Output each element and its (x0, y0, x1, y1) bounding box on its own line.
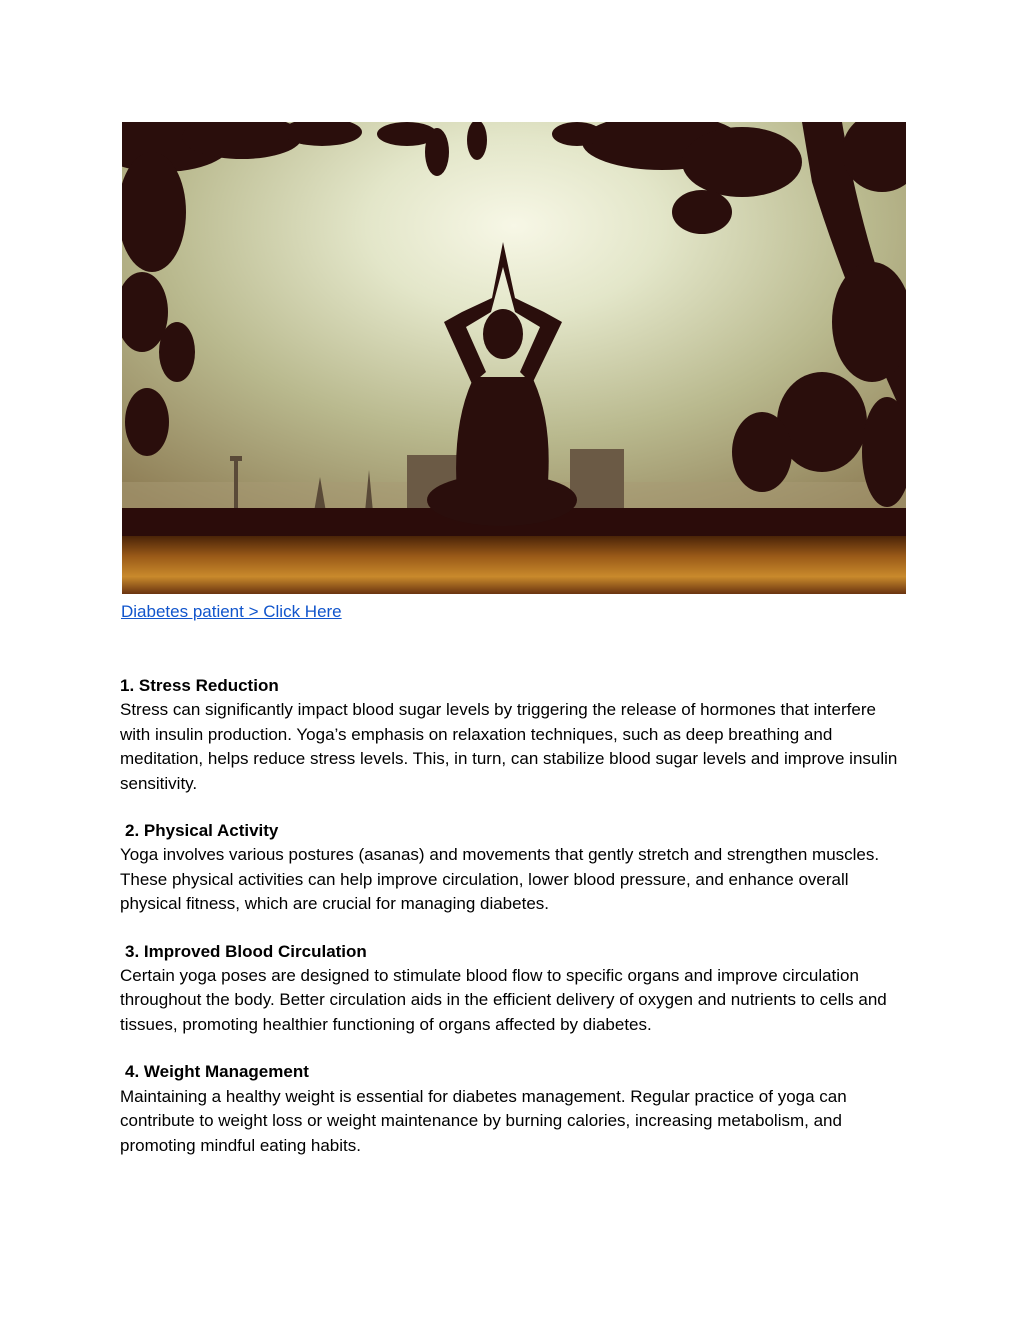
section-heading: 2. Physical Activity (125, 821, 279, 841)
section-weight-management (120, 1060, 910, 1158)
section-heading: 4. Weight Management (125, 1062, 309, 1082)
diabetes-patient-link[interactable]: Diabetes patient > Click Here (121, 602, 342, 621)
section-physical-activity (120, 819, 910, 917)
section-body: Stress can significantly impact blood sugar levels by triggering the release of hormones that interfere with insulin production. Yoga’s emphasis on relaxation techniques, such as deep breathing and meditation, helps reduce stress levels. This, in turn, can stabilize blood sugar levels and improve insulin sensitivity. (120, 700, 898, 793)
article-content (120, 674, 910, 1181)
section-stress-reduction (120, 674, 910, 796)
section-body: Maintaining a healthy weight is essential for diabetes management. Regular practice of yoga can contribute to weight loss or weight maintenance by burning calories, increasing metabolism, and promoting mindful eating habits. (120, 1086, 847, 1155)
section-body: Yoga involves various postures (asanas) and movements that gently stretch and strengthen muscles. These physical activities can help improve circulation, lower blood pressure, and enhance overall physical fitness, which are crucial for managing diabetes. (120, 845, 880, 914)
section-improved-blood-circulation (120, 940, 910, 1038)
section-heading: 1. Stress Reduction (120, 676, 279, 695)
hero-image (122, 122, 906, 594)
section-body: Certain yoga poses are designed to stimulate blood flow to specific organs and improve circulation throughout the body. Better circulation aids in the efficient delivery of oxygen and nutrients to cells and tissues, promoting healthier functioning of organs affected by diabetes. (120, 966, 887, 1034)
yoga-meditation-silhouette-image (122, 122, 906, 594)
section-heading: 3. Improved Blood Circulation (125, 941, 367, 961)
